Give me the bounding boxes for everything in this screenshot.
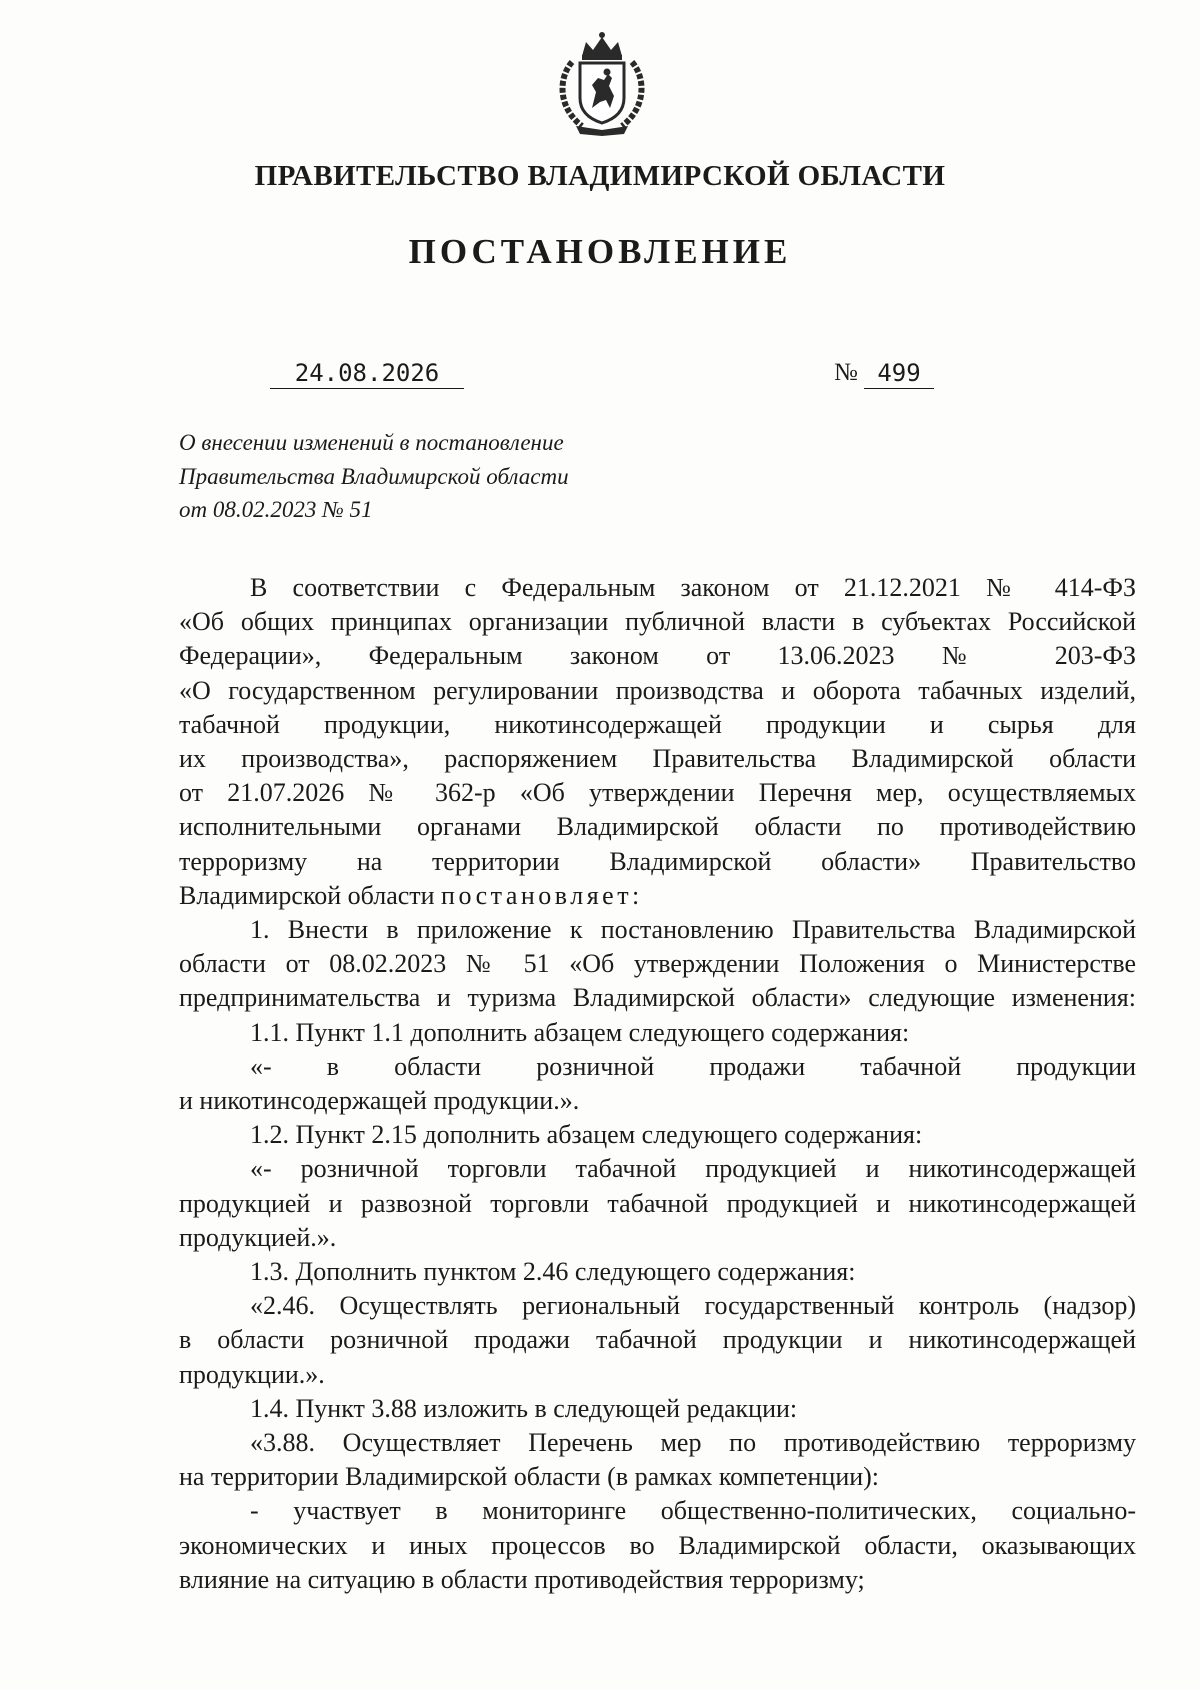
document-body [179,571,1136,1597]
item-1-3-text: «2.46. Осуществлять региональный государственный контроль (надзор) [250,1291,1136,1321]
item-1-line: области от 08.02.2023 № 51 «Об утверждении Положения о Министерстве [179,949,1136,979]
body-line: В соответствии с Федеральным законом от 21.12.2021 № 414-ФЗ [250,573,1136,602]
item-1-1-text: и никотинсодержащей продукции.». [179,1086,580,1116]
item-1-2-text: «- розничной торговли табачной продукцией и никотинсодержащей [250,1154,1136,1184]
document-number: 499 [864,358,934,389]
body-line: их производства», распоряжением Правительства Владимирской области [179,744,1136,774]
document-subject [179,426,569,527]
resolves-line [179,879,1136,913]
item-1-1-heading: 1.1. Пункт 1.1 дополнить абзацем следующего содержания: [250,1017,910,1047]
coat-of-arms-icon [551,30,653,136]
item-1-2-text: продукцией и развозной торговли табачной продукцией и никотинсодержащей [179,1188,1136,1218]
subject-line: О внесении изменений в постановление [179,430,564,455]
body-line: «О государственном регулировании производства и оборота табачных изделий, [179,675,1136,705]
item-1-4-subitem: экономических и иных процессов во Владимирской области, оказывающих [179,1530,1136,1560]
government-title: ПРАВИТЕЛЬСТВО ВЛАДИМИРСКОЙ ОБЛАСТИ [254,160,946,192]
body-line: исполнительными органами Владимирской области по противодействию [179,812,1136,842]
item-1-4-subitem: - участвует в мониторинге общественно-политических, социально- [250,1496,1136,1526]
body-line: Федерации», Федеральным законом от 13.06.2023 № 203-ФЗ [179,641,1136,671]
item-1-line: 1. Внести в приложение к постановлению Правительства Владимирской [250,915,1136,945]
item-1-1-text: «- в области розничной продажи табачной продукции [250,1051,1136,1081]
item-1-2-heading: 1.2. Пункт 2.15 дополнить абзацем следующего содержания: [250,1120,923,1150]
item-1-3-heading: 1.3. Дополнить пунктом 2.46 следующего содержания: [250,1257,856,1287]
item-1-3-text: в области розничной продажи табачной продукции и никотинсодержащей [179,1325,1136,1355]
body-line: табачной продукции, никотинсодержащей продукции и сырья для [179,709,1136,739]
item-1-4-subitem: влияние на ситуацию в области противодействия терроризму; [179,1564,865,1594]
item-1-4-text: на территории Владимирской области (в рамках компетенции): [179,1462,880,1492]
resolves-word: постановляет: [441,880,643,910]
body-line: терроризму на территории Владимирской области» Правительство [179,846,1136,876]
document-date: 24.08.2026 [270,358,464,389]
item-1-4-heading: 1.4. Пункт 3.88 изложить в следующей редакции: [250,1393,798,1423]
resolves-prefix: Владимирской области [179,880,435,910]
item-1-4-text: «3.88. Осуществляет Перечень мер по противодействию терроризму [250,1428,1136,1458]
item-1-line: предпринимательства и туризма Владимирской области» следующие изменения: [179,983,1136,1013]
body-line: от 21.07.2026 № 362-р «Об утверждении Перечня мер, осуществляемых [179,778,1136,808]
document-type: ПОСТАНОВЛЕНИЕ [408,232,792,271]
subject-line: от 08.02.2023 № 51 [179,497,373,522]
item-1-2-text: продукцией.». [179,1222,337,1252]
number-label: № [834,359,858,386]
item-1-3-text: продукции.». [179,1359,325,1389]
body-line: «Об общих принципах организации публичной власти в субъектах Российской [179,607,1136,637]
subject-line: Правительства Владимирской области [179,463,569,489]
